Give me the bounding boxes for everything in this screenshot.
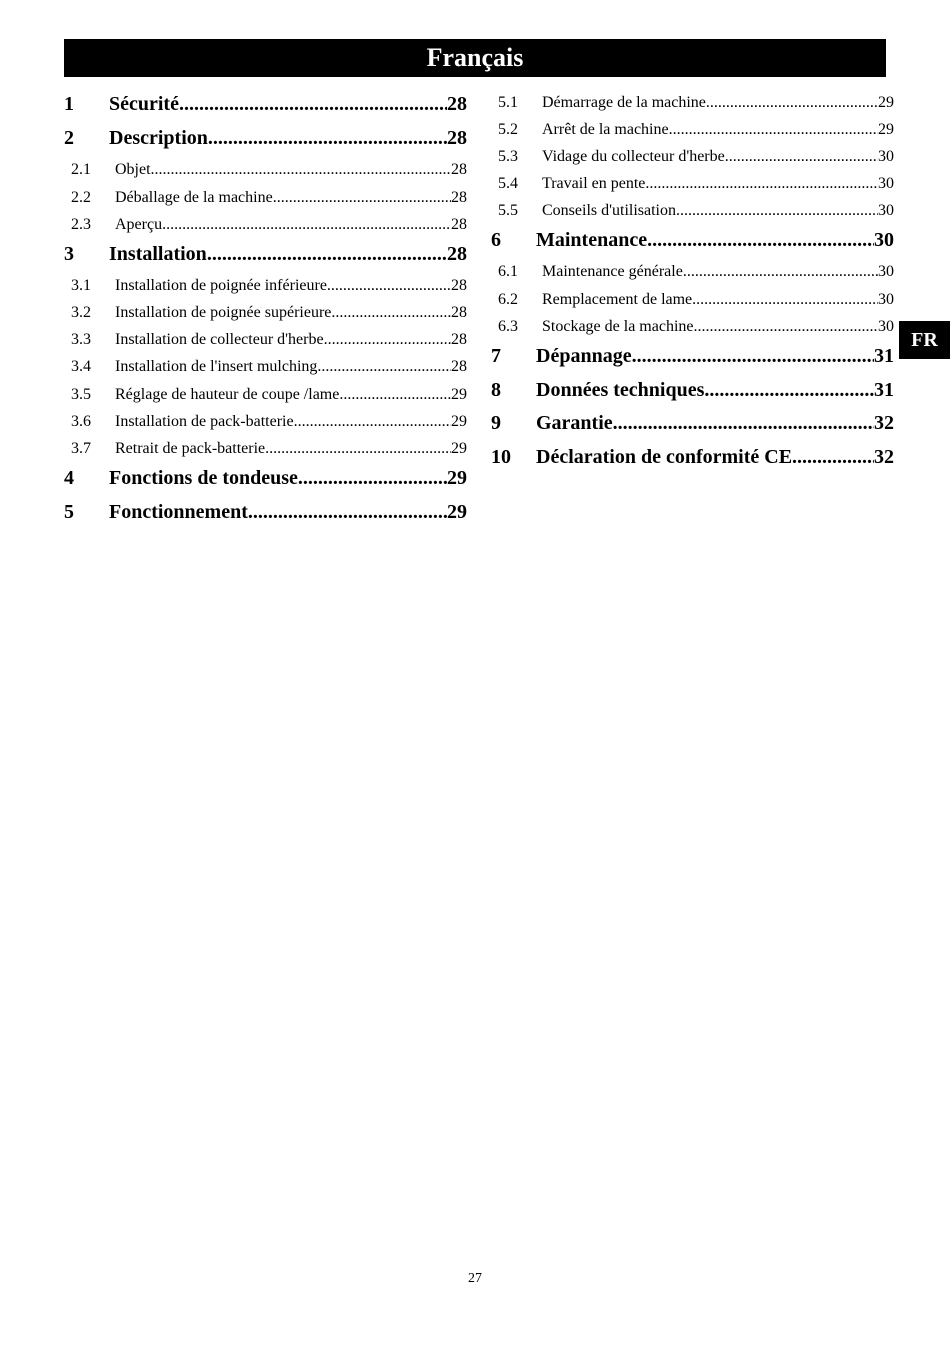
toc-entry[interactable] [64, 332, 467, 348]
toc-entry-page: 29 [447, 467, 467, 489]
toc-dot-leader [273, 190, 451, 206]
toc-dot-leader [645, 176, 878, 192]
toc-entry[interactable] [491, 203, 894, 219]
toc-entry-label: Installation de poignée supérieure [115, 304, 332, 321]
toc-entry-number: 4 [64, 467, 74, 489]
toc-entry-number: 2.3 [71, 216, 91, 233]
toc-entry-page: 30 [878, 291, 894, 308]
toc-entry-number: 3.7 [71, 440, 91, 457]
toc-entry[interactable] [64, 190, 467, 206]
toc-entry-page: 32 [874, 412, 894, 434]
toc-dot-leader [324, 332, 451, 348]
toc-dot-leader [683, 264, 878, 280]
toc-entry-page: 28 [451, 277, 467, 294]
toc-entry-label: Arrêt de la machine [542, 121, 669, 138]
toc-entry-page: 29 [878, 121, 894, 138]
toc-entry[interactable] [491, 95, 894, 111]
toc-entry-page: 29 [878, 94, 894, 111]
toc-entry-number: 6.2 [498, 291, 518, 308]
toc-entry-number: 5.5 [498, 202, 518, 219]
toc-entry-label: Installation de pack-batterie [115, 413, 294, 430]
toc-entry[interactable] [64, 387, 467, 403]
toc-entry-number: 8 [491, 379, 501, 401]
toc-entry-label: Remplacement de lame [542, 291, 693, 308]
toc-entry-label: Garantie [536, 412, 613, 434]
toc-dot-leader [162, 217, 451, 233]
language-tab [899, 321, 950, 359]
toc-entry-page: 28 [451, 331, 467, 348]
toc-dot-leader [725, 149, 878, 165]
toc-entry-label: Déclaration de conformité CE [536, 446, 793, 468]
toc-entry-number: 2.1 [71, 161, 91, 178]
toc-entry-number: 3.5 [71, 386, 91, 403]
toc-entry-page: 30 [878, 202, 894, 219]
toc-entry-number: 9 [491, 412, 501, 434]
toc-entry-number: 10 [491, 446, 511, 468]
toc-entry-label: Installation de l'insert mulching [115, 358, 318, 375]
page-title: Français [426, 43, 524, 72]
toc-entry-number: 5 [64, 501, 74, 523]
toc-entry[interactable] [491, 230, 894, 250]
toc-entry-number: 1 [64, 93, 74, 115]
toc-entry-page: 30 [878, 175, 894, 192]
toc-entry-page: 31 [874, 345, 894, 367]
toc-entry-page: 30 [878, 148, 894, 165]
toc-dot-leader [151, 162, 451, 178]
toc-dot-leader [704, 380, 874, 400]
toc-dot-leader [331, 305, 451, 321]
toc-entry[interactable] [491, 319, 894, 335]
toc-entry-label: Conseils d'utilisation [542, 202, 676, 219]
toc-dot-leader [706, 95, 878, 111]
toc-entry-number: 6.3 [498, 318, 518, 335]
toc-entry-label: Démarrage de la machine [542, 94, 706, 111]
toc-entry-label: Vidage du collecteur d'herbe [542, 148, 725, 165]
toc-entry-page: 28 [451, 189, 467, 206]
toc-entry-number: 2 [64, 127, 74, 149]
toc-dot-leader [613, 413, 874, 433]
toc-dot-leader [647, 230, 874, 250]
toc-entry[interactable] [64, 94, 467, 114]
toc-entry-label: Fonctionnement [109, 501, 248, 523]
toc-entry-label: Déballage de la machine [115, 189, 273, 206]
toc-entry-page: 29 [447, 501, 467, 523]
toc-entry-number: 3.1 [71, 277, 91, 294]
toc-dot-leader [327, 278, 451, 294]
toc-entry[interactable] [491, 413, 894, 433]
toc-entry[interactable] [491, 149, 894, 165]
toc-dot-leader [669, 122, 878, 138]
toc-entry-number: 6.1 [498, 263, 518, 280]
toc-entry[interactable] [491, 380, 894, 400]
toc-entry-label: Données techniques [536, 379, 705, 401]
toc-entry[interactable] [64, 128, 467, 148]
toc-dot-leader [179, 94, 447, 114]
toc-entry[interactable] [64, 441, 467, 457]
toc-entry-number: 5.4 [498, 175, 518, 192]
toc-entry[interactable] [491, 447, 894, 467]
toc-entry[interactable] [64, 278, 467, 294]
toc-entry-page: 32 [874, 446, 894, 468]
toc-entry-label: Aperçu [115, 216, 163, 233]
toc-dot-leader [792, 447, 874, 467]
toc-entry-number: 3 [64, 243, 74, 265]
toc-dot-leader [676, 203, 878, 219]
toc-dot-leader [265, 441, 451, 457]
toc-entry[interactable] [64, 468, 467, 488]
toc-entry[interactable] [64, 217, 467, 233]
toc-dot-leader [692, 292, 878, 308]
toc-entry-label: Installation de poignée inférieure [115, 277, 327, 294]
toc-entry-label: Objet [115, 161, 151, 178]
toc-entry-page: 29 [451, 440, 467, 457]
toc-entry-number: 3.4 [71, 358, 91, 375]
toc-entry-page: 28 [447, 127, 467, 149]
toc-entry-number: 3.6 [71, 413, 91, 430]
toc-dot-leader [207, 244, 447, 264]
page-title-bar [64, 39, 886, 77]
toc-entry-label: Sécurité [109, 93, 179, 115]
toc-entry-label: Installation de collecteur d'herbe [115, 331, 324, 348]
toc-entry-page: 28 [451, 358, 467, 375]
toc-entry[interactable] [64, 359, 467, 375]
toc-entry-page: 30 [878, 318, 894, 335]
toc-dot-leader [632, 346, 874, 366]
toc-entry[interactable] [64, 305, 467, 321]
toc-entry[interactable] [491, 122, 894, 138]
toc-entry[interactable] [491, 176, 894, 192]
toc-entry[interactable] [64, 162, 467, 178]
toc-entry-number: 3.2 [71, 304, 91, 321]
toc-dot-leader [294, 414, 451, 430]
toc-dot-leader [298, 468, 447, 488]
toc-entry-page: 28 [447, 93, 467, 115]
toc-entry-page: 29 [451, 386, 467, 403]
toc-entry[interactable] [491, 264, 894, 280]
toc-entry-page: 28 [447, 243, 467, 265]
toc-dot-leader [339, 387, 451, 403]
toc-entry[interactable] [64, 502, 467, 522]
toc-entry-page: 30 [878, 263, 894, 280]
toc-entry-page: 31 [874, 379, 894, 401]
toc-entry-page: 30 [874, 229, 894, 251]
toc-entry-page: 28 [451, 216, 467, 233]
toc-entry-label: Réglage de hauteur de coupe /lame [115, 386, 340, 403]
toc-entry-page: 28 [451, 304, 467, 321]
toc-entry-label: Fonctions de tondeuse [109, 467, 298, 489]
toc-entry-label: Retrait de pack-batterie [115, 440, 266, 457]
toc-entry-number: 5.1 [498, 94, 518, 111]
toc-entry[interactable] [64, 244, 467, 264]
toc-entry-number: 5.2 [498, 121, 518, 138]
toc-dot-leader [694, 319, 879, 335]
toc-entry[interactable] [491, 292, 894, 308]
toc-entry-label: Installation [109, 243, 207, 265]
toc-entry[interactable] [64, 414, 467, 430]
toc-dot-leader [208, 128, 447, 148]
toc-entry-label: Description [109, 127, 208, 149]
toc-entry-label: Stockage de la machine [542, 318, 694, 335]
toc-entry-label: Dépannage [536, 345, 632, 367]
toc-entry-label: Maintenance [536, 229, 648, 251]
toc-entry[interactable] [491, 346, 894, 366]
toc-entry-page: 28 [451, 161, 467, 178]
toc-entry-number: 6 [491, 229, 501, 251]
toc-entry-number: 5.3 [498, 148, 518, 165]
page-number: 27 [468, 1271, 482, 1286]
toc-dot-leader [248, 502, 447, 522]
toc-entry-number: 2.2 [71, 189, 91, 206]
toc-entry-number: 3.3 [71, 331, 91, 348]
language-tab-label: FR [911, 328, 938, 351]
toc-entry-page: 29 [451, 413, 467, 430]
toc-dot-leader [317, 359, 451, 375]
toc-entry-label: Travail en pente [542, 175, 646, 192]
toc-entry-label: Maintenance générale [542, 263, 683, 280]
toc-entry-number: 7 [491, 345, 501, 367]
